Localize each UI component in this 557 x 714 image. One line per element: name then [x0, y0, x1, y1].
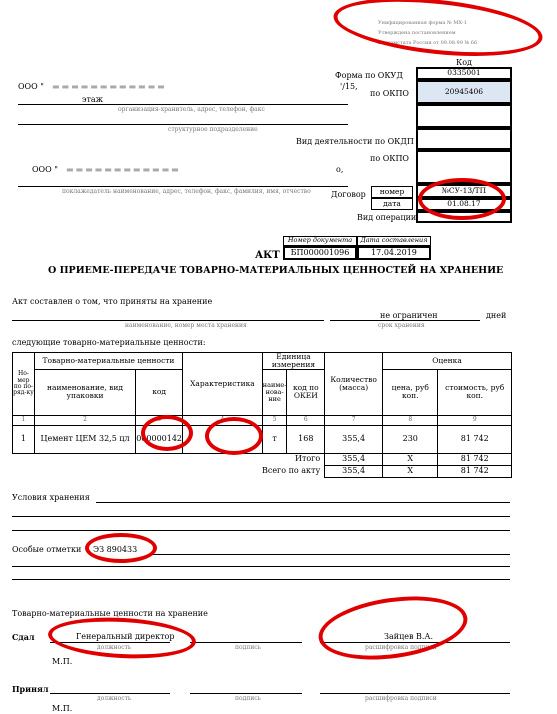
- annotation-circle-contract: [418, 178, 506, 220]
- depositor-caption: организация-хранитель, адрес, телефон, факс: [118, 106, 265, 113]
- grand-total-row: [13, 465, 512, 477]
- signatures-intro: Товарно-материальные ценности на хранение: [12, 609, 208, 618]
- total-price: X: [383, 453, 438, 465]
- th-num: Но-мер по по-ряд-ку: [13, 353, 35, 416]
- total-qty: 355,4: [325, 453, 383, 465]
- annotation-circle-notes: [85, 533, 157, 563]
- number-label: номер: [371, 186, 413, 198]
- storage-line-3: [12, 530, 510, 531]
- received-sign-line: [190, 693, 302, 694]
- notes-line-3: [12, 579, 510, 580]
- th-sum: стоимость, руб коп.: [438, 369, 512, 415]
- th-unit-name: наиме-нова-ние: [262, 369, 287, 415]
- keeper-redacted: ▬▬▬▬▬▬▬▬▬▬▬▬: [66, 165, 181, 174]
- column-numbers-row: [13, 415, 512, 425]
- date-label: дата: [371, 198, 413, 210]
- col-num: 2: [34, 415, 135, 425]
- term-value: не ограничен: [380, 311, 438, 320]
- grand-label: Всего по акту: [261, 466, 321, 476]
- row-num: 1: [13, 425, 35, 453]
- form-header-line3: Госкомстата России от 09.08.99 № 66: [378, 40, 478, 46]
- doc-number: БП000001096: [283, 246, 357, 260]
- annotation-circle-code: [141, 415, 193, 451]
- th-unit: Единица измерения: [262, 353, 324, 370]
- notes-value: ЭЗ 890433: [93, 545, 138, 554]
- place-underline: [12, 320, 324, 321]
- notes-line-2: [12, 566, 510, 567]
- act-label: АКТ: [255, 250, 280, 261]
- subdivision-caption: структурное подразделение: [168, 126, 258, 133]
- th-name: наименование, вид упаковки: [34, 369, 135, 415]
- annotation-circle-header: [331, 0, 545, 65]
- th-code: код: [136, 369, 183, 415]
- total-sum: 81 742: [438, 453, 512, 465]
- doc-number-header: Номер документа: [283, 236, 357, 246]
- received-label: Принял: [12, 684, 49, 694]
- depositor-name: ООО ": [18, 82, 44, 91]
- intro-text: Акт составлен о том, что приняты на хранение: [12, 297, 213, 306]
- total-label: Итого: [294, 454, 321, 464]
- col-num: 6: [287, 415, 325, 425]
- annotation-circle-characteristic: [205, 417, 263, 455]
- th-values: Товарно-материальные ценности: [34, 353, 182, 370]
- col-num: 7: [325, 415, 383, 425]
- following-text: следующие товарно-материальные ценности:: [12, 338, 206, 347]
- keeper-tail: о,: [336, 165, 344, 174]
- row-qty: 355,4: [325, 425, 383, 453]
- col-num: 5: [262, 415, 287, 425]
- depositor-floor: этаж: [82, 95, 104, 104]
- subdivision-underline: [18, 124, 348, 125]
- operation-label: Вид операции: [357, 213, 417, 222]
- position-caption: должность: [97, 644, 132, 651]
- contract-date: 01.08.17: [416, 198, 512, 211]
- th-qty: Количество (масса): [325, 353, 383, 416]
- codes-header: Код: [456, 57, 472, 67]
- grand-sum: 81 742: [438, 465, 512, 477]
- row-price: 230: [383, 425, 438, 453]
- notes-line-1: [150, 554, 510, 555]
- decode-caption-2: расшифровка подписи: [365, 695, 437, 702]
- depositor-underline: [18, 104, 348, 105]
- annotation-circle-name: [315, 588, 472, 668]
- keeper-name: ООО ": [32, 165, 58, 174]
- contract-number: №СУ-13/ТП: [416, 184, 512, 198]
- subdivision-code-box: [416, 104, 512, 128]
- row-sum: 81 742: [438, 425, 512, 453]
- th-char: Характеристика: [183, 353, 263, 416]
- received-name-line: [320, 693, 510, 694]
- col-num: 9: [438, 415, 512, 425]
- row-okei: 168: [287, 425, 325, 453]
- gave-sign-line: [190, 642, 302, 643]
- depositor-tail: '/15,: [340, 82, 358, 91]
- form-header-line1: Унифицированная форма № МХ-1: [378, 20, 467, 26]
- place-caption: наименование, номер места хранения: [125, 322, 247, 329]
- col-num: 4: [183, 415, 263, 425]
- sign-caption: подпись: [235, 644, 261, 651]
- keeper-underline: [18, 186, 348, 187]
- col-num: 8: [383, 415, 438, 425]
- mp-2: М.П.: [52, 704, 73, 713]
- okud-label: Форма по ОКУД: [335, 71, 403, 80]
- items-table: [12, 352, 512, 478]
- okpo-value: 20945406: [416, 80, 512, 104]
- th-price: цена, руб коп.: [383, 369, 438, 415]
- okpo2-label: по ОКПО: [370, 154, 409, 163]
- okdp-box: [416, 128, 512, 150]
- term-underline: [330, 320, 480, 321]
- okdp-label: Вид деятельности по ОКДП: [296, 137, 414, 146]
- total-row: [13, 453, 512, 465]
- okud-value: 0335001: [416, 67, 512, 80]
- col-num: 1: [13, 415, 35, 425]
- doc-title: О ПРИЕМЕ-ПЕРЕДАЧЕ ТОВАРНО-МАТЕРИАЛЬНЫХ ЦЕННОСТЕЙ НА ХРАНЕНИЕ: [48, 265, 504, 276]
- keeper-caption: поклажедатель наименование, адрес, телефон, факс, фамилия, имя, отчество: [62, 188, 311, 195]
- gave-label: Сдал: [12, 632, 35, 642]
- decode-caption: расшифровка подписи: [365, 644, 437, 651]
- row-code: 000000142: [136, 425, 183, 453]
- row-name: Цемент ЦЕМ 32,5 цл: [34, 425, 135, 453]
- contract-label: Договор: [331, 190, 366, 199]
- doc-date-header: Дата составления: [357, 236, 431, 246]
- notes-label: Особые отметки: [12, 545, 82, 554]
- term-caption: срок хранения: [378, 322, 425, 329]
- form-header-line2: Утверждена постановлением: [378, 30, 456, 36]
- received-position-line: [50, 693, 170, 694]
- depositor-redacted: ▬▬▬▬▬▬▬▬▬▬▬▬: [52, 82, 167, 91]
- mp-1: М.П.: [52, 657, 73, 666]
- gave-name: Зайцев В.А.: [384, 632, 434, 641]
- okpo-label: по ОКПО: [370, 89, 409, 98]
- doc-date: 17.04.2019: [357, 246, 431, 260]
- th-okei: код по ОКЕИ: [287, 369, 325, 415]
- annotation-circle-position: [47, 614, 197, 662]
- days-label: дней: [486, 311, 507, 320]
- grand-price: X: [383, 465, 438, 477]
- storage-line-1: [96, 502, 510, 503]
- row-unit: т: [262, 425, 287, 453]
- storage-label: Условия хранения: [12, 493, 90, 502]
- gave-position: Генеральный директор: [76, 632, 175, 641]
- grand-qty: 355,4: [325, 465, 383, 477]
- storage-line-2: [12, 516, 510, 517]
- position-caption-2: должность: [97, 695, 132, 702]
- th-eval: Оценка: [383, 353, 512, 370]
- col-num: 3: [136, 415, 183, 425]
- sign-caption-2: подпись: [235, 695, 261, 702]
